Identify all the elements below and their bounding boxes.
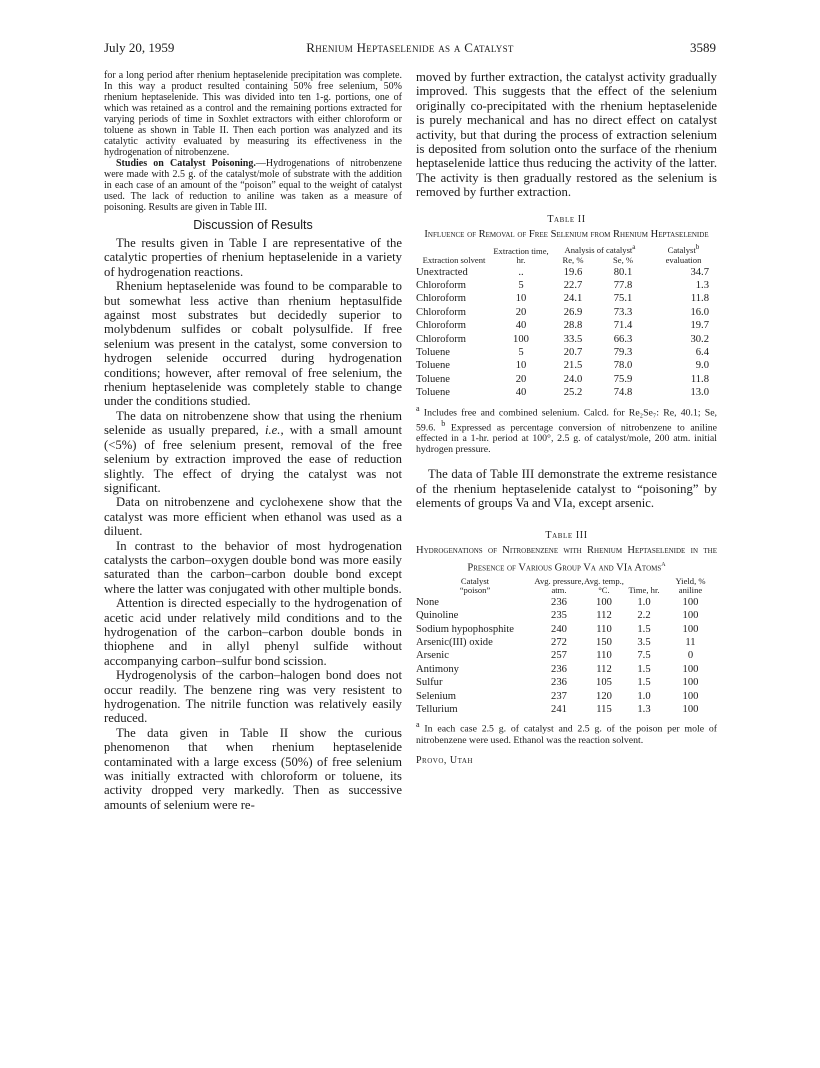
table-cell: 120 — [596, 690, 612, 702]
table-row — [416, 306, 717, 319]
table-cell: 16.0 — [690, 306, 709, 318]
table-cell: 100 — [682, 623, 699, 635]
table-cell: 10 — [515, 293, 527, 305]
table-cell: 241 — [551, 704, 567, 716]
table-cell: 13.0 — [690, 387, 709, 399]
header-date: July 20, 1959 — [104, 40, 175, 55]
table-cell: .. — [518, 266, 524, 278]
table-cell: Toluene — [416, 387, 450, 399]
left-column — [104, 70, 402, 812]
table-cell: 33.5 — [563, 333, 583, 345]
table-cell: Quinoline — [416, 610, 459, 622]
column-header-text: Analysis of catalyst — [564, 244, 633, 255]
column-header — [416, 577, 534, 596]
table-cell: 11.8 — [690, 373, 709, 385]
table-cell: Sulfur — [416, 677, 443, 689]
paragraph: The data of Table III demonstrate the extreme resistance of the rhenium heptaselenide catalyst to “poisoning” by elements of groups Va and VIa, except arsenic. — [416, 467, 717, 510]
table-title — [416, 544, 717, 575]
author-location: Provo, Utah — [416, 754, 473, 766]
paragraph: for a long period after rhenium heptaselenide precipitation was complete. In this way a product resulted containing 50% free selenium, 50% rhenium heptaselenide. This was divided into ten 1-g. portions, one of which was retained as a control and the remaining portions extracted for varying periods of time in Soxhlet extractors with either chloroform or toluene as shown in Table II. Then each portion was analyzed and its catalytic activity evaluated by measuring its effectiveness in the hydrogenation of nitrobenzene. — [104, 70, 402, 158]
table-cell: 80.1 — [613, 266, 633, 278]
table-row — [416, 386, 717, 399]
column-header — [650, 243, 717, 256]
section-title: Discussion of Results — [193, 218, 313, 232]
table-cell: 3.5 — [637, 637, 651, 649]
footnote-text: In each case 2.5 g. of catalyst and 2.5 g. of the poison per mole of nitrobenzene were used. Ethanol was the reaction solvent. — [416, 723, 717, 746]
table-cell: 77.8 — [613, 279, 633, 291]
table-cell: Arsenic(III) oxide — [416, 637, 493, 649]
table-cell: 10 — [515, 360, 527, 372]
footnote-mark: a — [416, 720, 420, 730]
table-cell: 1.5 — [637, 663, 651, 675]
table-cell: Chloroform — [416, 333, 467, 345]
table-body — [416, 596, 717, 717]
table-cell: 20 — [515, 306, 527, 318]
table-cell: 1.5 — [637, 623, 651, 635]
column-header: Extraction time, hr. — [493, 245, 549, 265]
table-cell: 73.3 — [613, 306, 633, 318]
page-number: 3589 — [690, 40, 716, 55]
table-title: Influence of Removal of Free Selenium from Rhenium Heptaselenide — [424, 228, 709, 240]
table-cell: 236 — [551, 677, 567, 689]
column-header: Time, hr. — [628, 584, 660, 595]
paragraph-italic: i.e., — [264, 423, 284, 438]
table-cell: 74.8 — [613, 387, 633, 399]
table-cell: 235 — [551, 610, 567, 622]
table-cell: 75.9 — [613, 373, 633, 385]
column-header: Avg. pressure, atm. — [534, 575, 584, 595]
table-cell: 5 — [518, 346, 524, 358]
table-row — [416, 596, 717, 609]
table-cell: 11 — [685, 637, 696, 649]
paragraph-text: —Hydrogenations of nitrobenzene were made with 2.5 g. of the catalyst/mole of substrate with the addition in each case of an amount of the “poison” equal to the weight of catalyst used. The lack of reduction to aniline was taken as a measure of poisoning. Results are given in Table III. — [104, 158, 402, 213]
table-cell: 2.2 — [637, 610, 651, 622]
table-row — [416, 373, 717, 386]
table-cell: 100 — [682, 663, 699, 675]
paragraph: moved by further extraction, the catalyst activity gradually improved. This suggests that the effect of the selenium originally co-precipitated with the rhenium heptaselenide is purely mechanical and has no direct effect on catalyst activity, but that during the process of extraction selenium is deposited from solution onto the surface of the rhenium heptaselenide lattice thus reducing the activity of the latter. The activity is then gradually restored as the selenium is removed by further extraction. — [416, 70, 717, 200]
table-cell: Antimony — [416, 663, 459, 675]
table-cell: 236 — [551, 663, 567, 675]
table-cell: 30.2 — [690, 333, 709, 345]
column-header: Yield, % aniline — [675, 575, 706, 595]
table-cell: Chloroform — [416, 279, 467, 291]
table-cell: 257 — [551, 650, 567, 662]
table-row — [416, 663, 717, 676]
table-cell: 272 — [551, 637, 567, 649]
table-cell: Chloroform — [416, 306, 467, 318]
footnote-mark: b — [695, 242, 700, 251]
table-footnote — [416, 719, 717, 745]
table-cell: 40 — [515, 320, 527, 332]
table-cell: 110 — [596, 650, 612, 662]
column-header-text: Catalyst — [667, 244, 696, 255]
table-cell: None — [416, 596, 439, 608]
paragraph: The data given in Table II show the curious phenomenon that when rhenium heptaselenide contaminated with a large excess (50%) of free selenium was initially extracted with chloroform or toluene, its activity dropped very markedly. Then as successive amounts of selenium were re- — [104, 725, 402, 812]
table-cell: 150 — [596, 637, 612, 649]
table-cell: 237 — [551, 690, 567, 702]
table-row — [416, 636, 717, 649]
table-cell: Chloroform — [416, 293, 467, 305]
table-iii — [416, 577, 717, 717]
table-cell: Arsenic — [416, 650, 449, 662]
table-label: Table III — [545, 530, 588, 542]
table-cell: 5 — [518, 279, 524, 291]
paragraph-text: with a small amount (<5%) of free selenium present, removal of the free selenium by extraction improved the ease of reduction slightly. The effect of drying the catalyst was not significant. — [104, 423, 402, 495]
table-title-text: Hydrogenations of Nitrobenzene with Rhenium Heptaselenide in the Presence of Various Group Va and VIa Atoms — [416, 545, 717, 574]
column-header: Se, % — [612, 254, 634, 265]
table-cell: 1.3 — [637, 704, 651, 716]
table-ii — [416, 243, 717, 400]
table-cell: 24.1 — [563, 293, 583, 305]
column-header: evaluation — [665, 254, 702, 265]
table-row — [416, 292, 717, 305]
column-header: Avg. temp., °C. — [584, 575, 624, 595]
table-cell: 1.0 — [637, 596, 651, 608]
table-cell: 66.3 — [613, 333, 633, 345]
table-row — [416, 649, 717, 662]
footnote-mark: a — [632, 242, 636, 251]
paragraph — [104, 158, 402, 213]
table-cell: 240 — [551, 623, 567, 635]
table-cell: Chloroform — [416, 320, 467, 332]
paragraph: In contrast to the behavior of most hydrogenation catalysts the carbon–oxygen double bond was more easily saturated than the carbon–carbon double bond except where the latter was conjugated with other multiple bonds. — [104, 538, 402, 596]
column-header-text: Catalyst — [460, 575, 490, 586]
table-cell: 100 — [513, 333, 529, 345]
table-cell: 115 — [596, 704, 612, 716]
footnote-mark: a — [661, 558, 666, 569]
table-cell: Toluene — [416, 373, 450, 385]
paragraph-text: The data on nitrobenzene show that using the rhenium selenide as usually prepared, — [104, 408, 402, 438]
table-cell: Selenium — [416, 690, 457, 702]
table-row — [416, 319, 717, 332]
table-cell: 100 — [682, 610, 699, 622]
footnote-text: Includes free and combined selenium. Calcd. for Re₂Se₇: Re, 40.1; Se, 59.6. — [416, 406, 717, 434]
table-row — [416, 623, 717, 636]
column-header-text: “poison” — [459, 584, 491, 595]
table-cell: 6.4 — [695, 346, 709, 358]
table-cell: 25.2 — [563, 387, 583, 399]
table-cell: Toluene — [416, 360, 450, 372]
table-cell: 9.0 — [695, 360, 709, 372]
table-row — [416, 279, 717, 292]
table-row — [416, 703, 717, 716]
table-cell: 100 — [682, 596, 699, 608]
footnote-mark: a — [416, 403, 420, 413]
table-cell: 34.7 — [690, 266, 709, 278]
table-cell: 22.7 — [563, 279, 583, 291]
table-cell: 100 — [682, 690, 699, 702]
table-row — [416, 333, 717, 346]
table-cell: 26.9 — [563, 306, 583, 318]
table-cell: 1.3 — [695, 279, 709, 291]
footnote-mark: b — [441, 418, 446, 428]
run-in-heading: Studies on Catalyst Poisoning. — [116, 158, 256, 169]
table-cell: 112 — [596, 610, 612, 622]
table-row — [416, 609, 717, 622]
table-cell: 24.0 — [563, 373, 583, 385]
table-cell: 1.5 — [637, 677, 651, 689]
table-cell: Tellurium — [416, 704, 458, 716]
paragraph: Data on nitrobenzene and cyclohexene show that the catalyst was more efficient when ethanol was used as a diluent. — [104, 495, 402, 539]
footnote-text: Expressed as percentage conversion of nitrobenzene to aniline effected in a 1-hr. period at 100°, 2.5 g. of catalyst/mole, 200 atm. initial hydrogen pressure. — [416, 422, 717, 456]
table-row — [416, 676, 717, 689]
table-cell: 19.6 — [563, 266, 583, 278]
table-cell: 75.1 — [613, 293, 633, 305]
table-cell: 236 — [551, 596, 567, 608]
table-cell: 11.8 — [690, 293, 709, 305]
paragraph — [104, 409, 402, 495]
table-cell: 100 — [596, 596, 612, 608]
column-header: Extraction solvent — [422, 254, 486, 265]
table-label: Table II — [547, 213, 586, 225]
paragraph: Rhenium heptaselenide was found to be comparable to but somewhat less active than rhenium heptasulfide against most substrates but decidedly superior to molybdenum sulfides or cobalt polysulfide. If free selenium was present in the catalyst, some conversion to hydrogen selenide occurred during hydrogenation conditions; however, after removal of free selenium, the rhenium heptaselenide was completely stable to change under the conditions studied. — [104, 279, 402, 409]
column-header — [550, 243, 650, 256]
paragraph: Attention is directed especially to the hydrogenation of acetic acid under relatively mild conditions and to the hydrogenation of the carbon–carbon double bonds in thiophene and in allyl phenyl sulfide without accompanying carbon–sulfur bond scission. — [104, 596, 402, 668]
table-footnote — [416, 403, 717, 456]
table-cell: 71.4 — [613, 320, 633, 332]
table-cell: Toluene — [416, 346, 450, 358]
table-cell: 100 — [682, 704, 699, 716]
table-row — [416, 346, 717, 359]
table-row — [416, 266, 717, 279]
table-cell: 1.0 — [637, 690, 651, 702]
paragraph: Hydrogenolysis of the carbon–halogen bond does not occur readily. The benzene ring was very resistent to hydrogenation. The nitrile function was relatively easily reduced. — [104, 668, 402, 726]
table-cell: 112 — [596, 663, 612, 675]
table-cell: 100 — [682, 677, 699, 689]
paragraph: The results given in Table I are representative of the catalytic properties of rhenium heptaselenide in a variety of hydrogenation reactions. — [104, 236, 402, 279]
table-cell: 20.7 — [563, 346, 583, 358]
table-cell: 0 — [687, 650, 694, 662]
table-cell: 79.3 — [613, 346, 633, 358]
running-title: Rhenium Heptaselenide as a Catalyst — [306, 40, 514, 55]
table-row — [416, 690, 717, 703]
table-cell: Sodium hypophosphite — [416, 623, 514, 635]
table-cell: 19.7 — [690, 320, 709, 332]
table-cell: 20 — [515, 373, 527, 385]
page-header — [104, 40, 716, 60]
table-body — [416, 266, 717, 400]
table-cell: 21.5 — [563, 360, 583, 372]
table-cell: Unextracted — [416, 266, 468, 278]
column-header: Re, % — [562, 254, 584, 265]
table-cell: 40 — [515, 387, 527, 399]
table-cell: 105 — [596, 677, 612, 689]
table-cell: 28.8 — [563, 320, 583, 332]
right-column — [416, 70, 717, 766]
table-cell: 110 — [596, 623, 612, 635]
table-cell: 78.0 — [613, 360, 633, 372]
table-cell: 7.5 — [637, 650, 651, 662]
table-row — [416, 359, 717, 372]
